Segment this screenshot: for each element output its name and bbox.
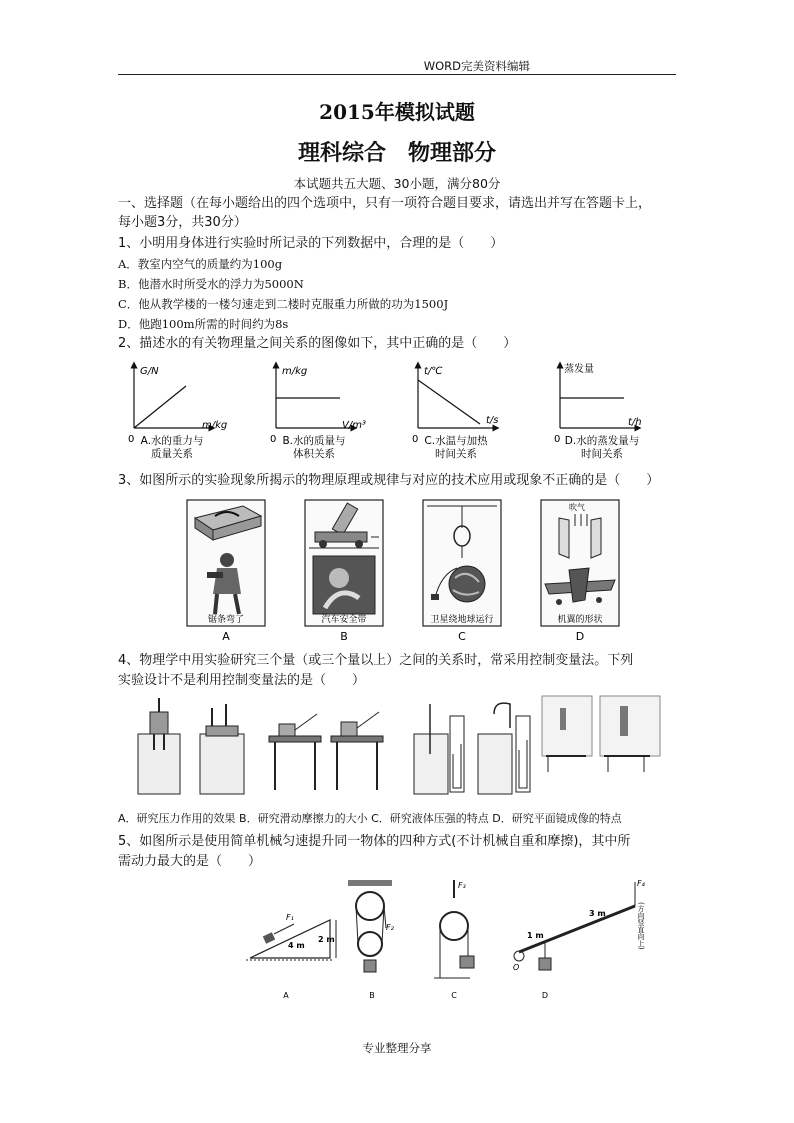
q3-figures	[185, 498, 625, 646]
graph-b-xlabel: V/m³	[342, 420, 366, 431]
q5-a-letter: A	[283, 991, 289, 1000]
graph-c-line	[418, 380, 480, 424]
graph-b-ylabel: m/kg	[282, 366, 308, 377]
section-heading-line1: 一、选择题（在每小题给出的四个选项中，只有一项符合题目要求，请选出并写在答题卡上，	[118, 196, 652, 211]
graph-a-caption2: 质量关系	[151, 448, 193, 460]
q5-fig-d	[513, 879, 646, 1000]
q3-caption-b: 汽车安全带	[321, 615, 367, 625]
graph-d	[554, 362, 642, 460]
q5-d-letter: D	[541, 991, 549, 1000]
q5-a-force: F₁	[286, 913, 294, 922]
q3-panel-d	[541, 500, 619, 626]
graph-a-xlabel: m/kg	[202, 420, 228, 431]
q5-stem-line1: 5、如图所示是使用简单机械匀速提升同一物体的四种方式(不计机械自重和摩擦)，其中所	[118, 834, 631, 849]
exam-subtitle: 本试题共五大题、30小题，满分80分	[293, 176, 501, 191]
q5-b-force: F₂	[386, 923, 394, 932]
q5-fig-b	[348, 880, 395, 1000]
graph-b-caption2: 体积关系	[293, 448, 335, 460]
graph-b-caption1: B.水的质量与	[282, 435, 346, 447]
graph-c-origin: 0	[412, 434, 419, 445]
graph-c	[412, 365, 499, 460]
page-footer: 专业整理分享	[362, 1041, 432, 1055]
q3-letter-d: D	[575, 630, 585, 643]
q4-fig-c	[414, 703, 530, 794]
graph-d-xlabel: t/h	[628, 417, 642, 428]
q4-options: A．研究压力作用的效果 B．研究滑动摩擦力的大小 C．研究液体压强的特点 D．研究平面镜成像的特点	[118, 812, 622, 825]
q5-d-len1: 1 m	[527, 931, 544, 940]
q5-d-note: (方向竖直向上)	[637, 902, 645, 950]
q1-option-b: B．他潜水时所受水的浮力为5000N	[118, 277, 304, 291]
q4-fig-d	[542, 696, 660, 772]
q3-letter-a: A	[222, 630, 230, 643]
q3-panel-a	[187, 500, 265, 626]
graph-d-caption2: 时间关系	[581, 448, 623, 460]
q3-caption-d: 机翼的形状	[557, 615, 603, 625]
q4-fig-b	[269, 712, 383, 790]
exam-subject-title: 理科综合 物理部分	[297, 140, 496, 166]
q5-a-height: 2 m	[318, 935, 335, 944]
q5-a-length: 4 m	[288, 941, 305, 950]
q4-stem-line2: 实验设计不是利用控制变量法的是（ ）	[118, 673, 366, 688]
graph-c-xlabel: t/s	[486, 415, 499, 426]
q5-c-letter: C	[451, 991, 457, 1000]
q3-caption-c: 卫星绕地球运行	[430, 615, 494, 625]
q3-letter-b: B	[340, 630, 348, 643]
graph-a-origin: 0	[128, 434, 135, 445]
q3-stem: 3、如图所示的实验现象所揭示的物理原理或规律与对应的技术应用或现象不正确的是（ ）	[118, 473, 660, 488]
graph-d-ylabel: 蒸发量	[564, 364, 594, 375]
q5-d-force: F₄	[637, 879, 645, 888]
q1-option-c: C．他从教学楼的一楼匀速走到二楼时克服重力所做的功为1500J	[118, 297, 449, 311]
q1-option-a: A．教室内空气的质量约为100g	[118, 257, 283, 271]
q5-figures	[240, 876, 645, 1006]
q5-d-pivot: O	[513, 963, 520, 972]
person-head	[220, 553, 234, 567]
q3-panel-c	[423, 500, 501, 626]
exam-title: 2015年模拟试题	[319, 100, 475, 124]
q4-figures	[130, 694, 675, 806]
graph-a	[128, 365, 227, 460]
q5-d-len2: 3 m	[589, 909, 606, 918]
graph-d-origin: 0	[554, 434, 561, 445]
q1-stem: 1、小明用身体进行实验时所记录的下列数据中，合理的是（ ）	[118, 236, 504, 251]
q4-stem-line1: 4、物理学中用实验研究三个量（或三个量以上）之间的关系时，常采用控制变量法。下列	[118, 653, 634, 668]
q4-fig-a	[138, 698, 244, 794]
graph-c-caption2: 时间关系	[435, 448, 477, 460]
q5-fig-a	[246, 913, 336, 1000]
graph-d-caption1: D.水的蒸发量与	[564, 435, 640, 447]
graph-a-ylabel: G/N	[140, 366, 159, 377]
graph-c-caption1: C.水温与加热	[424, 435, 488, 447]
page-header: WORD完美资料编辑	[423, 59, 530, 73]
q5-stem-line2: 需动力最大的是（ ）	[118, 854, 262, 869]
graph-a-caption1: A.水的重力与	[140, 435, 204, 447]
q2-stem: 2、描述水的有关物理量之间关系的图像如下，其中正确的是（ ）	[118, 336, 517, 351]
q3-panel-b	[305, 500, 383, 626]
q5-c-force: F₃	[458, 881, 466, 890]
graph-b	[270, 365, 366, 460]
q5-fig-c	[434, 880, 474, 1000]
q1-option-d: D．他跑100m所需的时间约为8s	[118, 317, 289, 331]
q5-b-letter: B	[369, 991, 375, 1000]
section-heading-line2: 每小题3分，共30分）	[118, 215, 247, 230]
q2-graphs	[120, 360, 680, 465]
header-rule	[118, 74, 676, 75]
q3-label-blow: 吹气	[569, 503, 585, 512]
q3-caption-a: 锯条弯了	[207, 615, 245, 625]
graph-c-ylabel: t/℃	[424, 366, 443, 377]
graph-b-origin: 0	[270, 434, 277, 445]
graph-a-line	[134, 386, 186, 428]
q3-letter-c: C	[458, 630, 466, 643]
